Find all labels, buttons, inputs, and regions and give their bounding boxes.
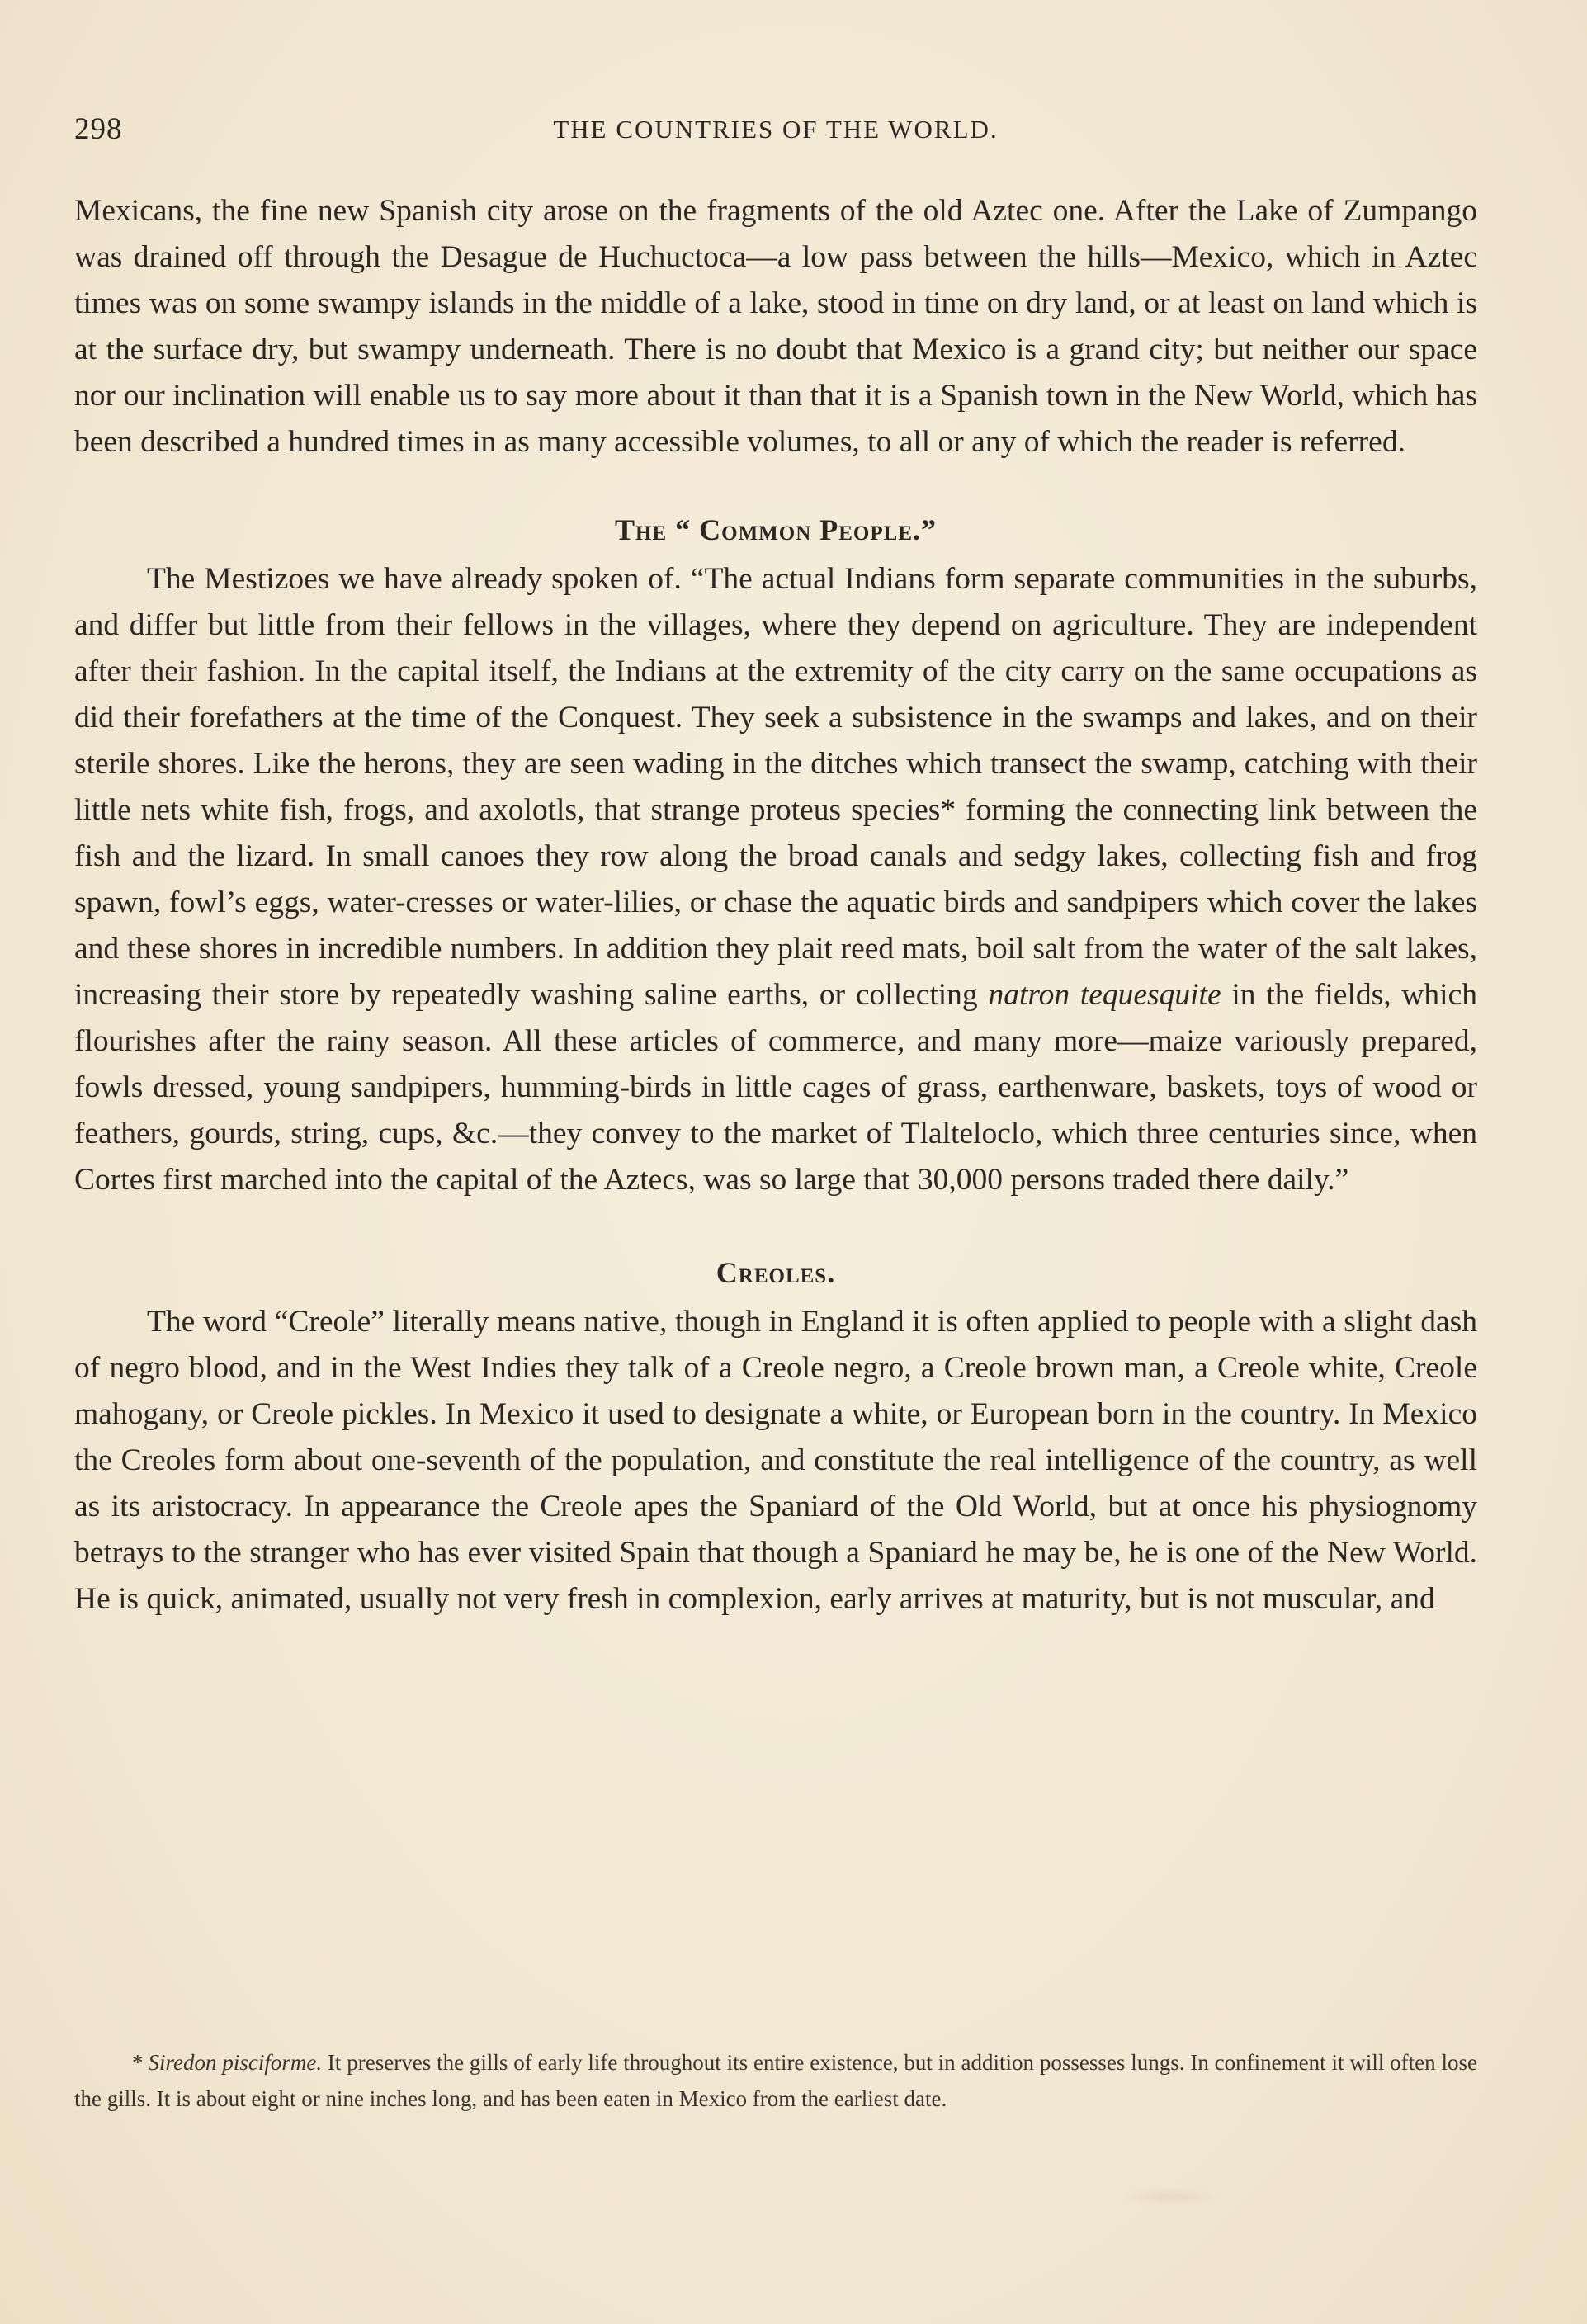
page-number: 298 xyxy=(74,112,123,146)
running-title: THE COUNTRIES OF THE WORLD. xyxy=(553,115,999,144)
section-heading-creoles: Creoles. xyxy=(716,1256,836,1289)
footnote-text: It preserves the gills of early life throughout its entire existence, but in addition possesses lungs. In confinement it will often lose the gills. It is about eight or nine inches long, and has been eaten in Mexico from the earliest date. xyxy=(74,2050,1477,2111)
body-text xyxy=(74,188,1477,1623)
paragraph-mexico-city: Mexicans, the fine new Spanish city arose on the fragments of the old Aztec one. After the Lake of Zumpango was drained off through the Desague de Huchuctoca—a low pass between the hills—Mexico, which in Aztec times was on some swampy islands in the middle of a lake, stood in time on dry land, or at least on land which is at the surface dry, but swampy underneath. There is no doubt that Mexico is a grand city; but neither our space nor our inclination will enable us to say more about it than that it is a Spanish town in the New World, which has been described a hundred times in as many accessible volumes, to all or any of which the reader is referred. xyxy=(74,194,1477,459)
italic-term-natron: natron tequesquite xyxy=(988,978,1221,1012)
section-heading-common-people: The “ Common People.” xyxy=(615,513,937,546)
paragraph-common-people xyxy=(74,556,1477,1203)
footnote xyxy=(74,2044,1477,2117)
paragraph-common-people-part-3: in the fields, which flourishes after the rainy season. All these articles of commerce, and many more—maize variously prepared, fowls dressed, young sandpipers, humming-birds in little cages of grass, earthenware, baskets, toys of wood or feathers, gourds, string, cups, &c.—they convey to the market of Tlalteloclo, which three centuries since, when Cortes first marched into the capital of the Aztecs, was so large that 30,000 persons traded there daily.” xyxy=(74,978,1477,1197)
paper-smudge xyxy=(1122,2187,1221,2207)
paragraph-common-people-part-2: forming the connecting link between the fish and the lizard. In small canoes they row along the broad canals and sedgy lakes, collecting fish and frog spawn, fowl’s eggs, water-cresses or water-lilies, or chase the aquatic birds and sandpipers which cover the lakes and these shores in incredible numbers. In addition they plait reed mats, boil salt from the water of the salt lakes, increasing their store by repeatedly washing saline earths, or collecting xyxy=(74,793,1478,1012)
footnote-reference-mark: * xyxy=(940,793,956,827)
footnote-mark: * xyxy=(132,2050,144,2075)
running-head xyxy=(74,111,1477,153)
footnote-species-name: Siredon pisciforme. xyxy=(148,2050,323,2075)
paragraph-creoles: The word “Creole” literally means native, though in England it is often applied to people with a slight dash of negro blood, and in the West Indies they talk of a Creole negro, a Creole brown man, a Creole white, Creole mahogany, or Creole pickles. In Mexico it used to designate a white, or European born in the country. In Mexico the Creoles form about one-seventh of the population, and constitute the real intelligence of the country, as well as its aristocracy. In appearance the Creole apes the Spaniard of the Old World, but at once his physiognomy betrays to the stranger who has ever visited Spain that though a Spaniard he may be, he is one of the New World. He is quick, animated, usually not very fresh in complexion, early arrives at maturity, but is not muscular, and xyxy=(74,1305,1477,1616)
paragraph-common-people-part-1: The Mestizoes we have already spoken of. “The actual Indians form separate communities in the suburbs, and differ but little from their fellows in the villages, where they depend on agriculture. They are independent after their fashion. In the capital itself, the Indians at the extremity of the city carry on the same occupations as did their forefathers at the time of the Conquest. They seek a subsistence in the swamps and lakes, and on their sterile shores. Like the herons, they are seen wading in the ditches which transect the swamp, catching with their little nets white fish, frogs, and axolotls, that strange proteus species xyxy=(74,562,1477,827)
